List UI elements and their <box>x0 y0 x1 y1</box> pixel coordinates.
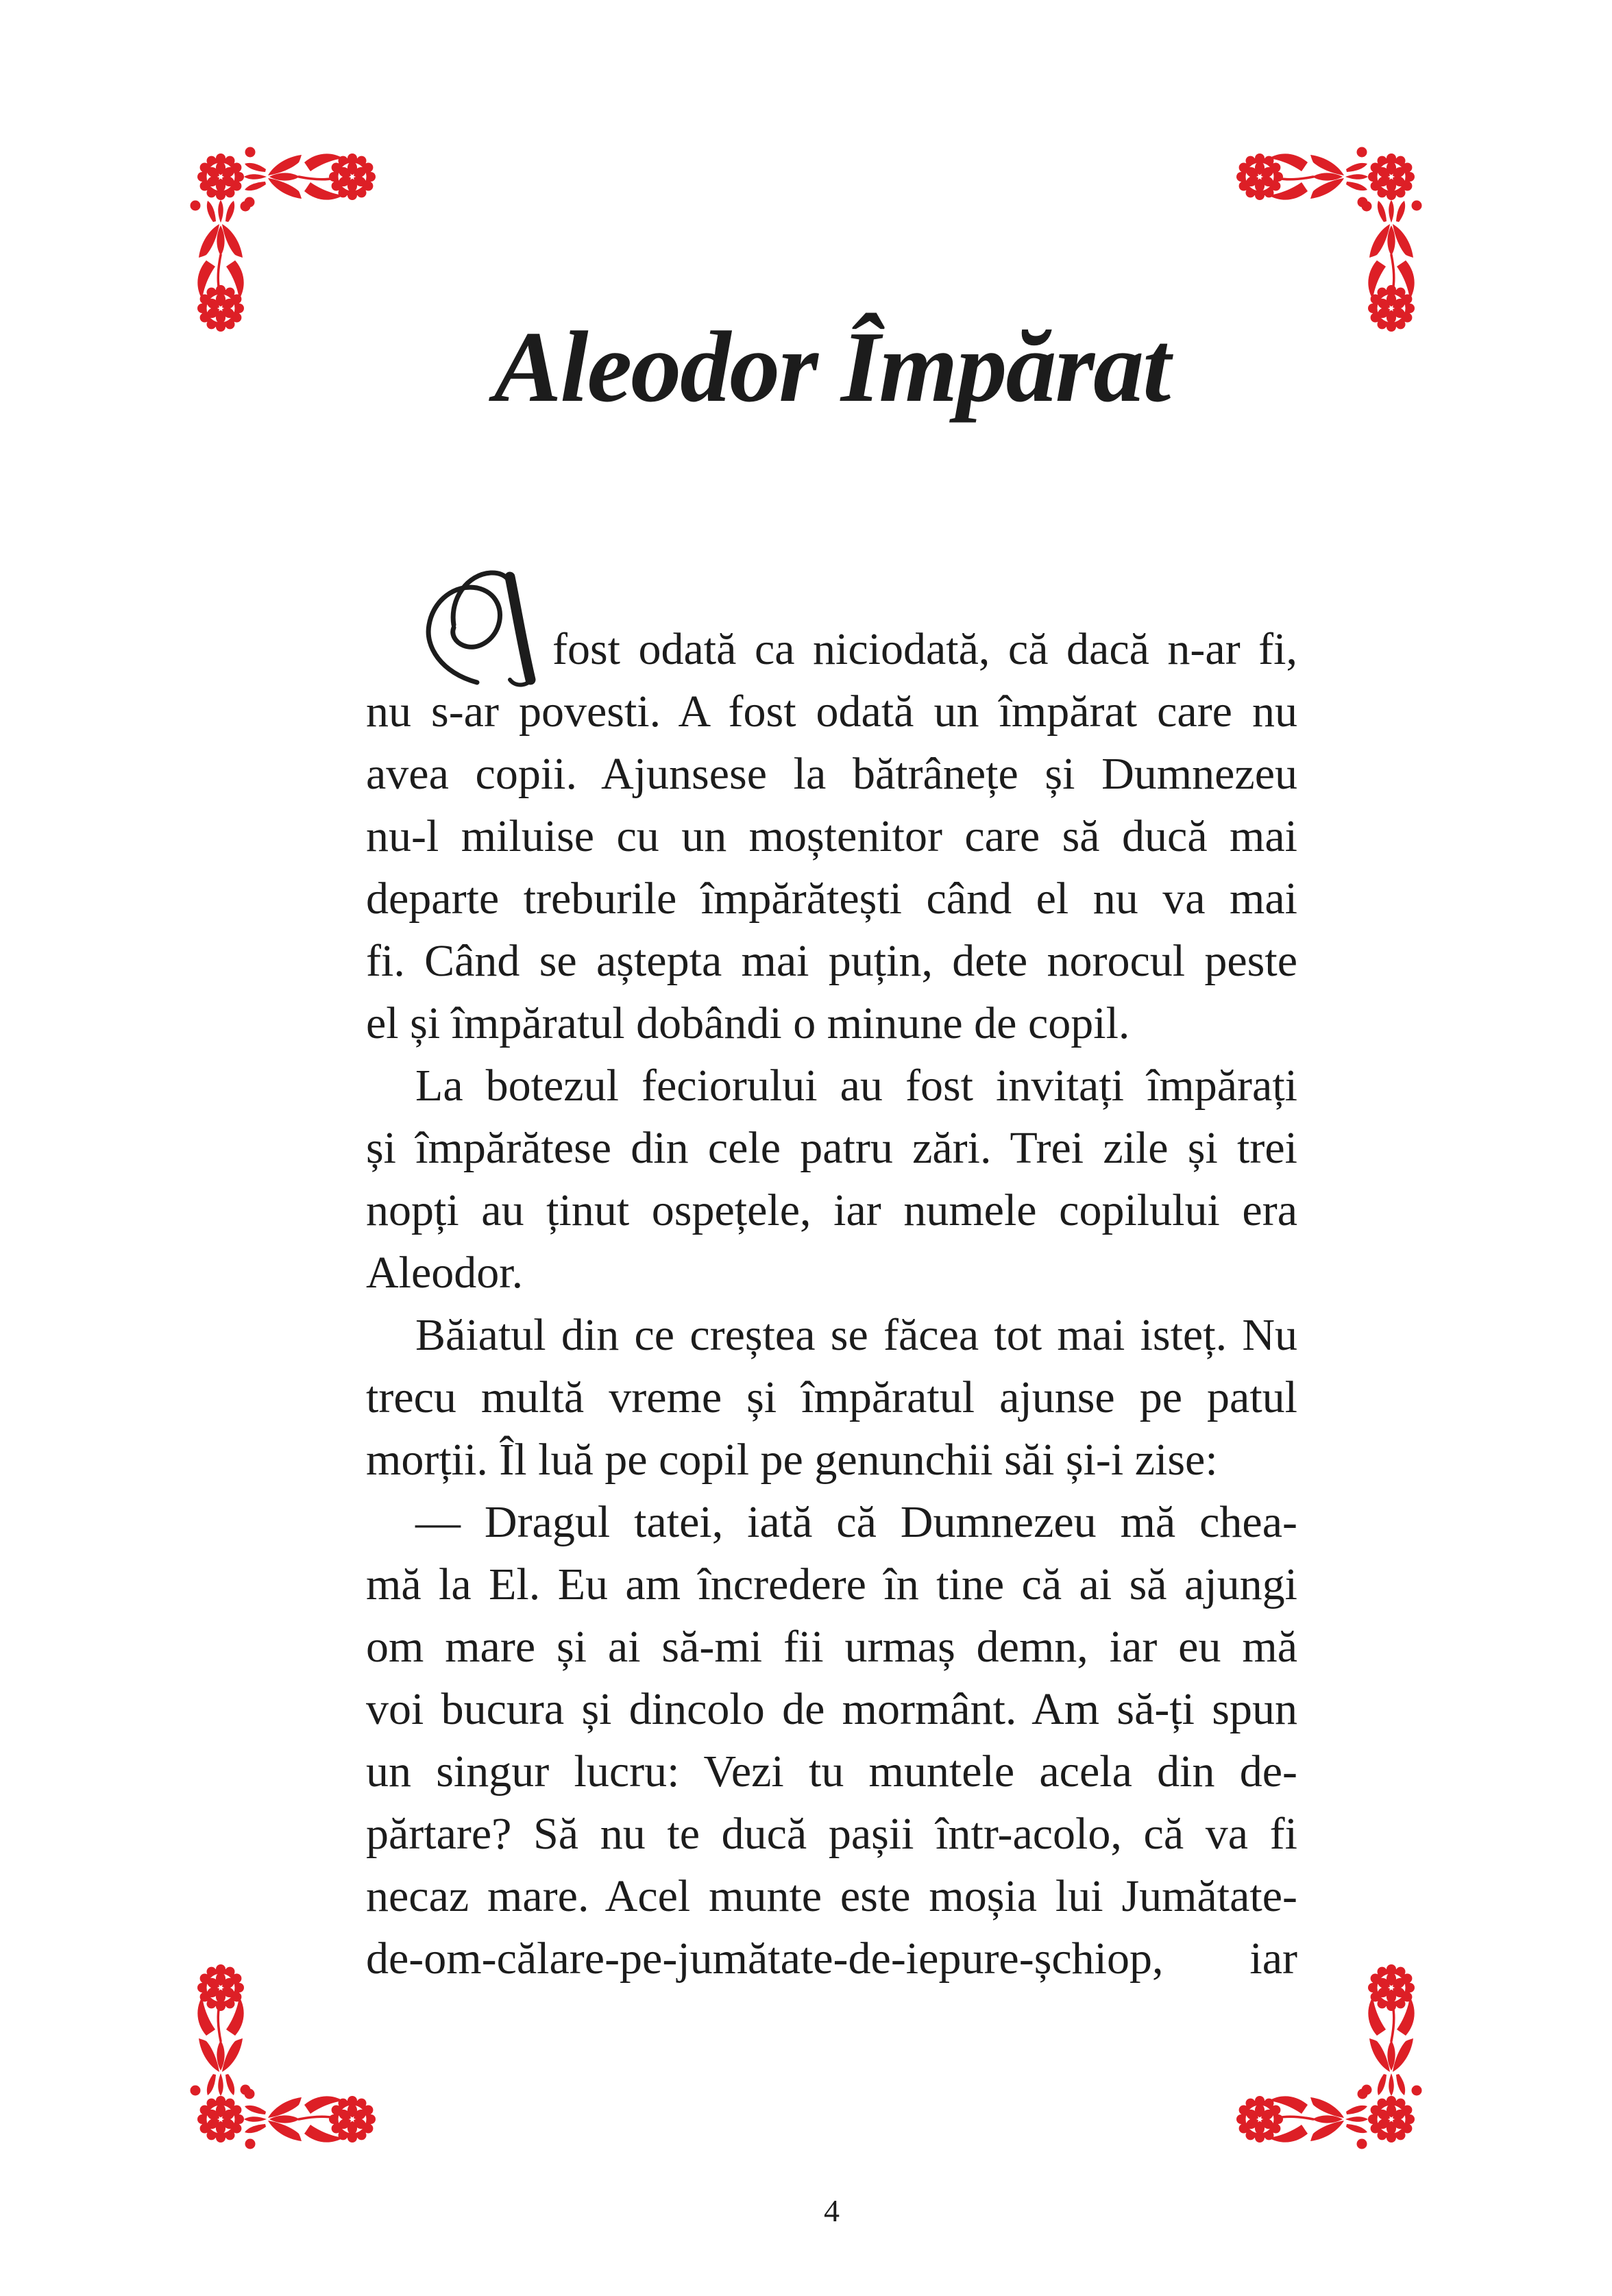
text-line: de-om-călare-pe-jumătate-de-iepure-șchiop, iar <box>366 1934 1297 1984</box>
text-line: el și împăratul dobândi o minune de copil. <box>366 998 1130 1048</box>
text-line: Băiatul din ce creștea se făcea tot mai isteț. Nu <box>415 1310 1297 1360</box>
text-line: voi bucura și dincolo de mormânt. Am să-ți spun <box>366 1684 1297 1734</box>
drop-cap-letter-icon <box>414 566 551 689</box>
text-line: părtare? Să nu te ducă pașii într-acolo, că va fi <box>366 1809 1297 1859</box>
text-line: trecu multă vreme și împăratul ajunse pe patul <box>366 1372 1297 1422</box>
text-line: mă la El. Eu am încredere în tine că ai să ajungi <box>366 1559 1297 1609</box>
corner-ornament-top-right-icon <box>1231 140 1423 332</box>
text-line: nu-l miluise cu un moștenitor care să ducă mai <box>366 811 1297 861</box>
text-line: La botezul feciorului au fost invitați împărați <box>415 1061 1297 1111</box>
text-line: Aleodor. <box>366 1248 524 1298</box>
body-text <box>366 618 1297 1990</box>
page-number: 4 <box>824 2193 840 2228</box>
text-line: — Dragul tatei, iată că Dumnezeu mă chea- <box>415 1497 1297 1547</box>
corner-ornament-bottom-right-icon <box>1231 1964 1423 2156</box>
text-line: nu s-ar povesti. A fost odată un împărat care nu <box>366 687 1297 737</box>
page-title: Aleodor Împărat <box>493 311 1170 423</box>
text-line: avea copii. Ajunsese la bătrânețe și Dumnezeu <box>366 749 1297 799</box>
text-line: fost odată ca niciodată, că dacă n-ar fi, <box>552 624 1297 674</box>
text-line: necaz mare. Acel munte este moșia lui Jumătate- <box>366 1871 1297 1921</box>
text-line: fi. Când se aștepta mai puțin, dete norocul peste <box>366 936 1297 986</box>
corner-ornament-bottom-left-icon <box>189 1964 381 2156</box>
text-line: nopți au ținut ospețele, iar numele copilului era <box>366 1185 1297 1235</box>
text-line: om mare și ai să-mi fii urmaș demn, iar eu mă <box>366 1622 1297 1672</box>
text-line: un singur lucru: Vezi tu muntele acela din de- <box>366 1746 1297 1797</box>
corner-ornament-top-left-icon <box>189 140 381 332</box>
text-line: morții. Îl luă pe copil pe genunchii săi și-i zise: <box>366 1435 1218 1485</box>
text-line: departe treburile împărătești când el nu va mai <box>366 874 1297 924</box>
text-line: și împărătese din cele patru zări. Trei zile și trei <box>366 1123 1297 1173</box>
